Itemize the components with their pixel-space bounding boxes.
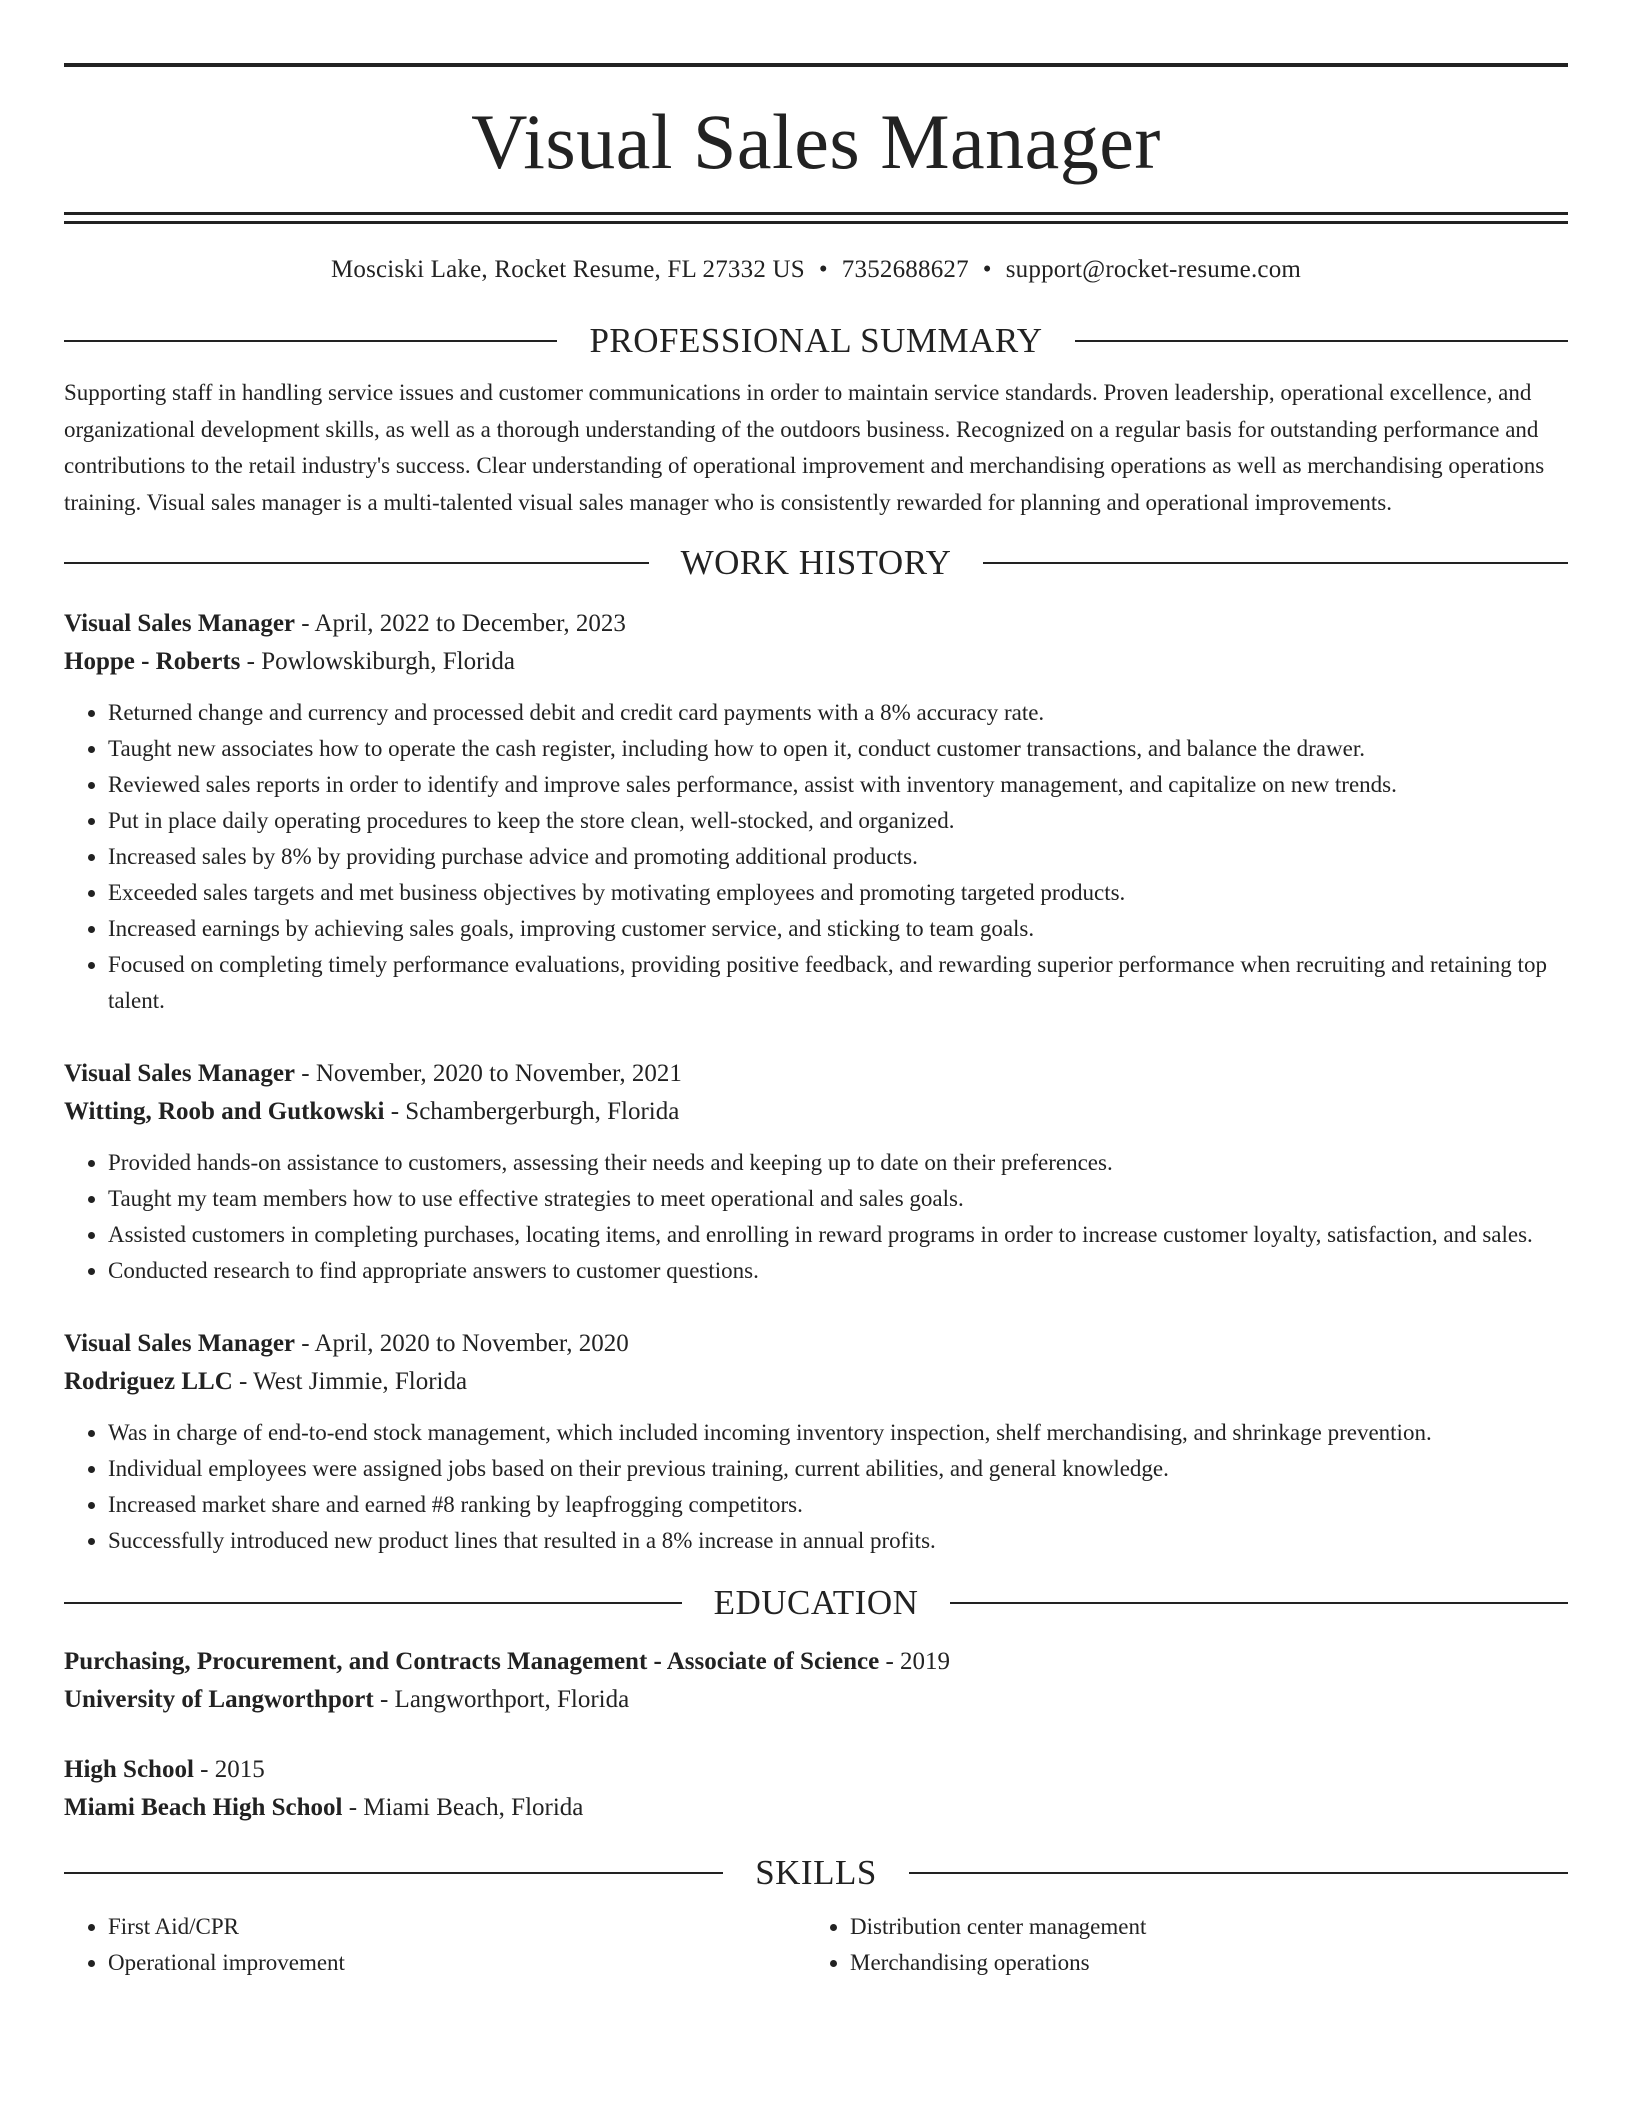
- skill-item: • Operational improvement: [108, 1945, 806, 1981]
- section-label: SKILLS: [755, 1853, 877, 1892]
- education-school: University of Langworthport: [64, 1686, 374, 1713]
- job-title: Visual Sales Manager: [64, 610, 296, 637]
- heading-rule-right: [983, 562, 1568, 564]
- list-item: • Increased earnings by achieving sales goals, improving customer service, and sticking to team goals.: [108, 911, 1568, 947]
- resume-title: Visual Sales Manager: [471, 98, 1161, 185]
- job-bullets: [64, 1415, 1568, 1559]
- skill-item: • First Aid/CPR: [108, 1909, 806, 1945]
- job-bullets: [64, 1145, 1568, 1289]
- contact-email[interactable]: support@rocket-resume.com: [1005, 256, 1302, 283]
- education-school: Miami Beach High School: [64, 1794, 343, 1821]
- resume-page: [64, 0, 1568, 1981]
- job-location: - Powlowskiburgh, Florida: [240, 648, 515, 675]
- section-label: EDUCATION: [713, 1583, 919, 1622]
- list-item: • Assisted customers in completing purchases, locating items, and enrolling in reward programs in order to increase customer loyalty, satisfaction, and sales.: [108, 1217, 1568, 1253]
- section-heading-work: [64, 541, 1568, 585]
- list-item: • Returned change and currency and processed debit and credit card payments with a 8% accuracy rate.: [108, 695, 1568, 731]
- contact-phone: 7352688627: [841, 256, 969, 283]
- education-degree: Purchasing, Procurement, and Contracts Management - Associate of Science: [64, 1648, 880, 1675]
- heading-rule-left: [64, 340, 557, 342]
- job-company: Witting, Roob and Gutkowski: [64, 1098, 385, 1125]
- job-bullets: [64, 695, 1568, 1019]
- list-item: • Increased sales by 8% by providing purchase advice and promoting additional products.: [108, 839, 1568, 875]
- list-item: • Put in place daily operating procedures to keep the store clean, well-stocked, and organized.: [108, 803, 1568, 839]
- list-item: • Was in charge of end-to-end stock management, which included incoming inventory inspection, shelf merchandising, and shrinkage prevention.: [108, 1415, 1568, 1451]
- job-title: Visual Sales Manager: [64, 1060, 296, 1087]
- heading-rule-right: [950, 1602, 1568, 1604]
- list-item: • Provided hands-on assistance to customers, assessing their needs and keeping up to date on their preferences.: [108, 1145, 1568, 1181]
- job-title-line: [64, 605, 1568, 643]
- section-heading-summary: [64, 319, 1568, 363]
- list-item: • Exceeded sales targets and met business objectives by motivating employees and promoting targeted products.: [108, 875, 1568, 911]
- job-company-line: [64, 1363, 1568, 1401]
- list-item: • Reviewed sales reports in order to identify and improve sales performance, assist with inventory management, and capitalize on new trends.: [108, 767, 1568, 803]
- contact-address: Mosciski Lake, Rocket Resume, FL 27332 US: [330, 256, 805, 283]
- job-location: - Schambergerburgh, Florida: [384, 1098, 680, 1125]
- title-double-divider: [64, 212, 1568, 224]
- job-dates: - April, 2020 to November, 2020: [295, 1330, 629, 1357]
- education-degree-line: [64, 1643, 1568, 1681]
- heading-rule-right: [1075, 340, 1568, 342]
- job-title: Visual Sales Manager: [64, 1330, 296, 1357]
- job-dates: - November, 2020 to November, 2021: [295, 1060, 682, 1087]
- list-item: • Increased market share and earned #8 ranking by leapfrogging competitors.: [108, 1487, 1568, 1523]
- job-company: Rodriguez LLC: [64, 1368, 233, 1395]
- list-item: • Conducted research to find appropriate answers to customer questions.: [108, 1253, 1568, 1289]
- education-entry: [64, 1751, 1568, 1827]
- contact-line: [64, 255, 1568, 285]
- job-entry: [64, 605, 1568, 1019]
- education-entry: [64, 1643, 1568, 1719]
- job-company-line: [64, 1093, 1568, 1131]
- skill-item: • Merchandising operations: [850, 1945, 1548, 1981]
- job-title-line: [64, 1055, 1568, 1093]
- education-year: - 2019: [879, 1648, 951, 1675]
- heading-rule-left: [64, 1602, 682, 1604]
- list-item: • Taught new associates how to operate the cash register, including how to open it, conduct customer transactions, and balance the drawer.: [108, 731, 1568, 767]
- education-degree-line: [64, 1751, 1568, 1789]
- contact-separator: •: [818, 256, 828, 283]
- section-heading-education: [64, 1581, 1568, 1625]
- heading-rule-right: [909, 1872, 1568, 1874]
- job-location: - West Jimmie, Florida: [232, 1368, 468, 1395]
- skills-list-left: [64, 1909, 806, 1981]
- job-dates: - April, 2022 to December, 2023: [295, 610, 626, 637]
- education-location: - Miami Beach, Florida: [342, 1794, 584, 1821]
- skill-item: • Distribution center management: [850, 1909, 1548, 1945]
- job-entry: [64, 1055, 1568, 1289]
- skills-list-right: [806, 1909, 1548, 1981]
- education-year: - 2015: [193, 1756, 265, 1783]
- skills-columns: [64, 1909, 1568, 1981]
- section-heading-skills: [64, 1851, 1568, 1895]
- education-school-line: [64, 1681, 1568, 1719]
- heading-rule-left: [64, 1872, 723, 1874]
- job-company-line: [64, 643, 1568, 681]
- top-divider: [64, 63, 1568, 67]
- contact-separator: •: [982, 256, 992, 283]
- job-company: Hoppe - Roberts: [64, 648, 241, 675]
- list-item: • Individual employees were assigned jobs based on their previous training, current abilities, and general knowledge.: [108, 1451, 1568, 1487]
- job-entry: [64, 1325, 1568, 1559]
- education-degree: High School: [64, 1756, 194, 1783]
- heading-rule-left: [64, 562, 649, 564]
- section-label: WORK HISTORY: [680, 543, 952, 582]
- list-item: • Taught my team members how to use effective strategies to meet operational and sales goals.: [108, 1181, 1568, 1217]
- education-school-line: [64, 1789, 1568, 1827]
- section-label: PROFESSIONAL SUMMARY: [589, 321, 1043, 360]
- list-item: • Focused on completing timely performance evaluations, providing positive feedback, and rewarding superior performance when recruiting and retaining top talent.: [108, 947, 1568, 1019]
- education-location: - Langworthport, Florida: [373, 1686, 630, 1713]
- summary-paragraph: Supporting staff in handling service issues and customer communications in order to maintain service standards. Proven leadership, operational excellence, and organizational development skills, as well as a thorough understanding of the outdoors business. Recognized on a regular basis for outstanding performance and contributions to the retail industry's success. Clear understanding of operational improvement and merchandising operations as well as merchandising operations training. Visual sales manager is a multi-talented visual sales manager who is consistently rewarded for planning and operational improvements.: [64, 380, 1545, 515]
- job-title-line: [64, 1325, 1568, 1363]
- list-item: • Successfully introduced new product lines that resulted in a 8% increase in annual profits.: [108, 1523, 1568, 1559]
